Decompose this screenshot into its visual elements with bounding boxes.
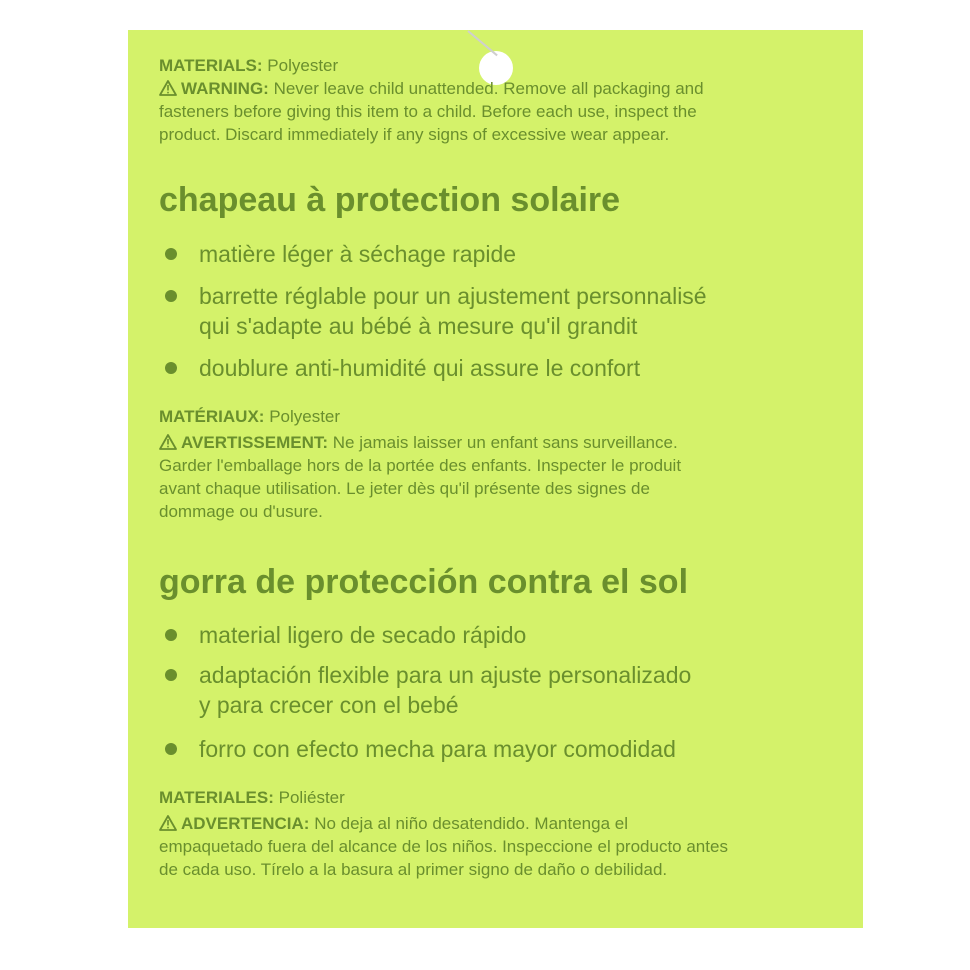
bullet-dot-icon	[165, 629, 177, 641]
spanish-bullets	[159, 620, 857, 650]
french-materials	[159, 405, 857, 428]
list-item	[159, 734, 857, 764]
french-warning-line-2: Garder l'emballage hors de la portée des enfants. Inspecter le produit	[159, 456, 682, 475]
french-bullets	[159, 239, 857, 269]
spanish-warning-section	[159, 786, 857, 881]
spanish-materials	[159, 786, 857, 809]
bullet-dot-icon	[165, 743, 177, 755]
warning-triangle-icon	[159, 434, 177, 450]
french-bullets-2	[159, 281, 857, 341]
english-warning-line-3: product. Discard immediately if any signs of excessive wear appear.	[159, 125, 670, 144]
bullet-text: material ligero de secado rápido	[199, 622, 527, 648]
warning-triangle-icon	[159, 80, 177, 96]
french-warning-line-1	[159, 431, 857, 454]
bullet-text: doublure anti-humidité qui assure le confort	[199, 355, 641, 381]
materials-value: Polyester	[267, 56, 339, 75]
materials-label: MATERIALES:	[159, 788, 274, 807]
french-warning-section	[159, 405, 857, 523]
french-title: chapeau à protection solaire	[159, 181, 621, 219]
materials-label: MATERIALS:	[159, 56, 263, 75]
list-item	[159, 353, 857, 383]
english-warning-line-1	[159, 77, 857, 100]
list-item	[159, 281, 857, 341]
materials-value: Poliéster	[278, 788, 345, 807]
english-section	[159, 54, 857, 146]
materials-label: MATÉRIAUX:	[159, 407, 265, 426]
french-warning-line-4: dommage ou d'usure.	[159, 502, 323, 521]
tag-string	[467, 30, 497, 56]
bullet-dot-icon	[165, 290, 177, 302]
warning-text: Ne jamais laisser un enfant sans surveillance.	[332, 433, 678, 452]
spanish-bullets-3	[159, 734, 857, 764]
warning-text: Never leave child unattended. Remove all packaging and	[273, 79, 704, 98]
spanish-warning-line-3: de cada uso. Tírelo a la basura al primer signo de daño o debilidad.	[159, 860, 668, 879]
spanish-bullets-2	[159, 660, 857, 720]
bullet-text: adaptación flexible para un ajuste personalizado	[199, 662, 692, 688]
list-item	[159, 620, 857, 650]
english-materials	[159, 54, 857, 77]
warning-triangle-icon	[159, 815, 177, 831]
warning-text: No deja al niño desatendido. Mantenga el	[314, 814, 628, 833]
list-item	[159, 660, 857, 720]
english-warning-line-2: fasteners before giving this item to a child. Before each use, inspect the	[159, 102, 697, 121]
spanish-warning-line-2: empaquetado fuera del alcance de los niños. Inspeccione el producto antes	[159, 837, 728, 856]
bullet-dot-icon	[165, 669, 177, 681]
bullet-dot-icon	[165, 362, 177, 374]
spanish-warning-line-1	[159, 812, 857, 835]
bullet-text-cont: y para crecer con el bebé	[199, 692, 459, 718]
french-warning-line-3: avant chaque utilisation. Le jeter dès qu'il présente des signes de	[159, 479, 650, 498]
product-tag	[128, 30, 863, 928]
french-section	[159, 180, 857, 220]
bullet-text-cont: qui s'adapte au bébé à mesure qu'il grandit	[199, 313, 638, 339]
spanish-section	[159, 562, 857, 602]
materials-value: Polyester	[269, 407, 341, 426]
list-item	[159, 239, 857, 269]
french-bullets-3	[159, 353, 857, 383]
bullet-text: matière léger à séchage rapide	[199, 241, 517, 267]
warning-label: AVERTISSEMENT:	[181, 433, 329, 452]
bullet-text: barrette réglable pour un ajustement personnalisé	[199, 283, 707, 309]
bullet-text: forro con efecto mecha para mayor comodidad	[199, 736, 676, 762]
spanish-title: gorra de protección contra el sol	[159, 563, 689, 601]
warning-label: WARNING:	[181, 79, 269, 98]
bullet-dot-icon	[165, 248, 177, 260]
warning-label: ADVERTENCIA:	[181, 814, 310, 833]
